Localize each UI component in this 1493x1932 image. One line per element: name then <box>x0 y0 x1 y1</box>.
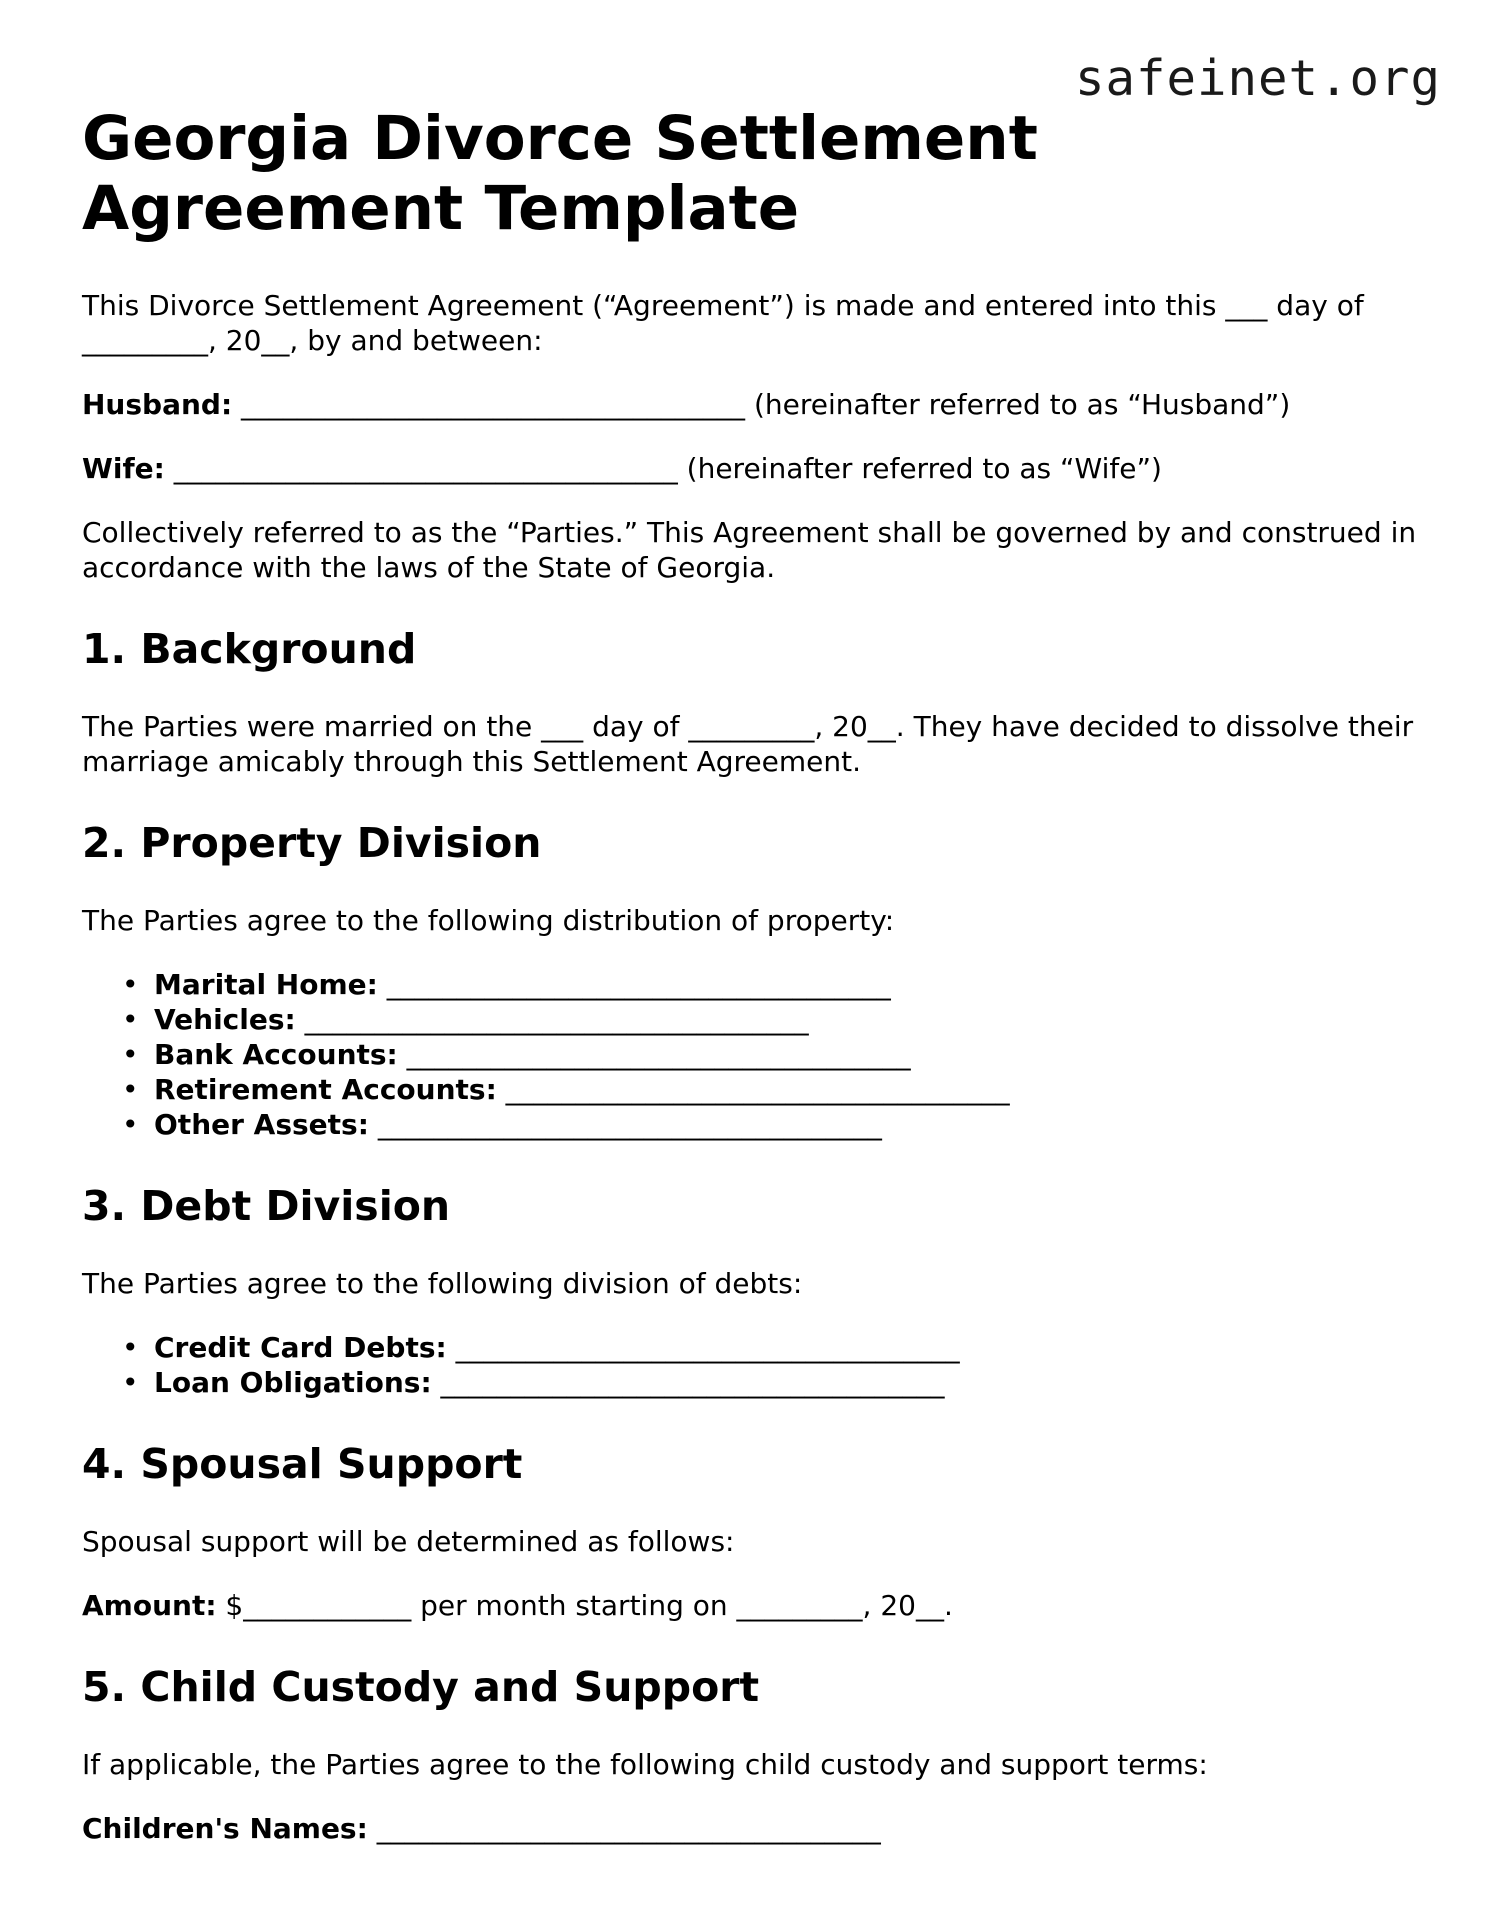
debt-item-blank: ____________________________________ <box>446 1331 960 1364</box>
property-item-blank: ____________________________________ <box>397 1038 911 1071</box>
property-item-label: Bank Accounts: <box>154 1038 398 1071</box>
document-page <box>82 104 1422 1875</box>
husband-line <box>82 387 1422 422</box>
list-item <box>82 1002 1422 1037</box>
property-list <box>82 967 1422 1142</box>
property-item-blank: ____________________________________ <box>377 968 891 1001</box>
property-item-blank: ____________________________________ <box>496 1073 1010 1106</box>
amount-label: Amount: <box>82 1589 217 1622</box>
list-item <box>82 1072 1422 1107</box>
property-item-label: Marital Home: <box>154 968 378 1001</box>
wife-blank: ____________________________________ (hereinafter referred to as “Wife”) <box>164 452 1162 485</box>
list-item <box>82 1107 1422 1142</box>
section-heading-background: 1. Background <box>82 625 417 673</box>
wife-line <box>82 451 1422 486</box>
amount-line <box>82 1588 1422 1623</box>
section-heading-spousal: 4. Spousal Support <box>82 1440 523 1488</box>
list-item <box>82 1330 1422 1365</box>
husband-label: Husband: <box>82 388 233 421</box>
debt-item-label: Credit Card Debts: <box>154 1331 447 1364</box>
section-heading-custody: 5. Child Custody and Support <box>82 1663 760 1711</box>
debt-list <box>82 1330 1422 1400</box>
document-title: Georgia Divorce Settlement Agreement Template <box>82 103 1038 244</box>
debt-paragraph: The Parties agree to the following division of debts: <box>82 1267 803 1300</box>
custody-paragraph: If applicable, the Parties agree to the following child custody and support terms: <box>82 1748 1208 1781</box>
property-paragraph: The Parties agree to the following distribution of property: <box>82 904 895 937</box>
list-item <box>82 967 1422 1002</box>
children-blank: ____________________________________ <box>367 1812 881 1845</box>
debt-item-label: Loan Obligations: <box>154 1366 432 1399</box>
property-item-blank: ____________________________________ <box>368 1108 882 1141</box>
intro-paragraph: This Divorce Settlement Agreement (“Agreement”) is made and entered into this ___ day of _________, 20__, by and between: <box>82 289 1364 357</box>
section-heading-debt: 3. Debt Division <box>82 1182 451 1230</box>
list-item <box>82 1037 1422 1072</box>
property-item-label: Retirement Accounts: <box>154 1073 497 1106</box>
wife-label: Wife: <box>82 452 165 485</box>
property-item-label: Vehicles: <box>154 1003 296 1036</box>
section-heading-property: 2. Property Division <box>82 819 542 867</box>
spousal-paragraph: Spousal support will be determined as follows: <box>82 1525 735 1558</box>
watermark: safeinet.org <box>1074 50 1441 107</box>
husband-blank: ____________________________________ (hereinafter referred to as “Husband”) <box>232 388 1291 421</box>
background-paragraph: The Parties were married on the ___ day of _________, 20__. They have decided to dissolve their marriage amicably through this Settlement Agreement. <box>82 710 1414 778</box>
debt-item-blank: ____________________________________ <box>431 1366 945 1399</box>
collective-paragraph: Collectively referred to as the “Parties.” This Agreement shall be governed by and construed in accordance with the laws of the State of Georgia. <box>82 516 1417 584</box>
list-item <box>82 1365 1422 1400</box>
property-item-label: Other Assets: <box>154 1108 369 1141</box>
children-label: Children's Names: <box>82 1812 368 1845</box>
amount-blank: $____________ per month starting on _________, 20__. <box>216 1589 953 1622</box>
children-line <box>82 1811 1422 1846</box>
property-item-blank: ____________________________________ <box>295 1003 809 1036</box>
